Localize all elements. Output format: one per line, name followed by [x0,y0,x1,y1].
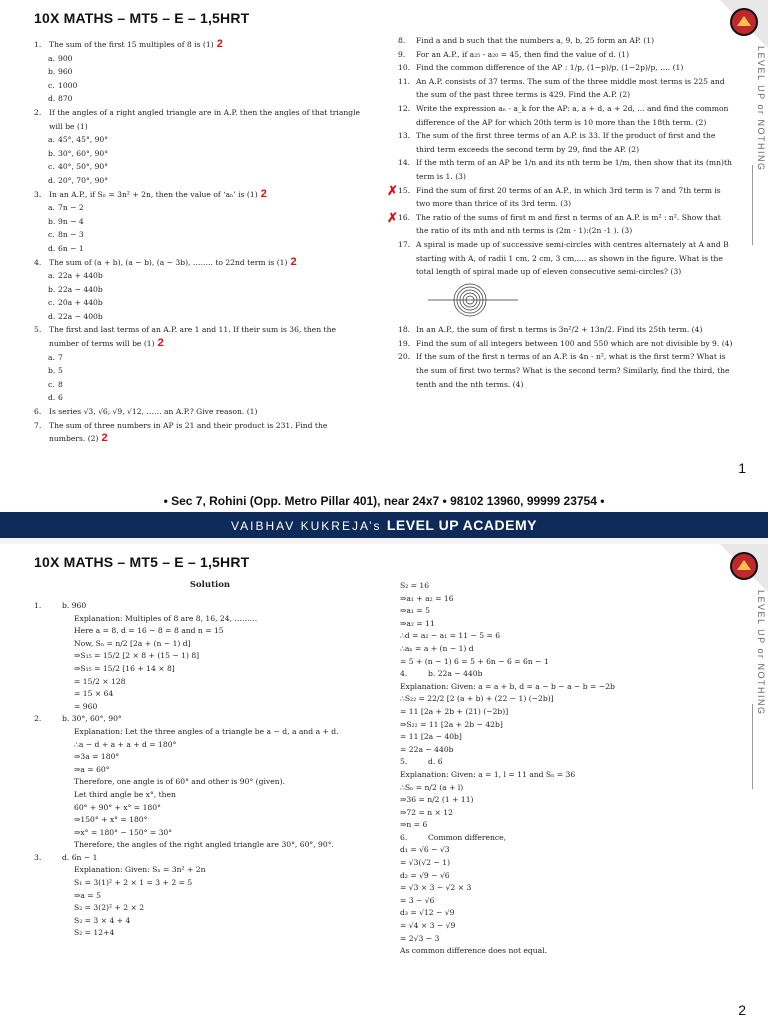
working-line: ⇒a = 60° [74,764,110,774]
option-text: 9n − 4 [58,216,84,226]
academy-logo-icon [730,8,758,36]
working-line: Therefore, one angle is of 60° and other is 90° (given). [74,777,285,787]
solution-answer [400,832,734,845]
page-title-2: 10X MATHS – MT5 – E – 1,5HRT [34,554,250,570]
question-text: In an A.P., the sum of first n terms is 3n²/2 + 13n/2. Find its 25th term. (4) [416,325,703,335]
question-number: 14. [398,158,411,168]
working-line: S₂ = 3 × 4 + 4 [74,915,131,925]
working-line: Therefore, the angles of the right angled triangle are 30°, 60°, 90°. [74,840,334,850]
option-text: 6n − 1 [58,243,84,253]
option-item [34,215,364,229]
option-letter: c. [48,230,55,240]
working-line: ∴d = a₂ − a₁ = 11 − 5 = 6 [400,631,501,641]
question-item [398,48,734,62]
side-slogan: LEVEL UP or NOTHING [756,46,766,172]
working-line: d₁ = √6 − √3 [400,845,450,855]
grade-mark: 2 [98,432,108,445]
academy-name: LEVEL UP ACADEMY [386,517,537,533]
question-number: 11. [398,76,411,86]
option-item [34,92,364,106]
option-text: 22a − 440b [58,284,103,294]
question-number: 2. [34,107,42,117]
working-line: ⇒150° + x° = 180° [74,815,148,825]
option-letter: b. [48,366,56,376]
working-line: 60° + 90° + x° = 180° [74,802,161,812]
option-item [34,391,364,405]
option-letter: d. [48,243,56,253]
working-line: S₂ = 12+4 [74,928,115,938]
explanation-line: Explanation: Given: Sₙ = 3n² + 2n [74,865,206,875]
question-text: A spiral is made up of successive semi-circles with centres alternately at A and B starting with A, of radii 1 cm, 2 cm, 3 cm,.... as shown in the figure. What is the total length of spiral made up of eleven consecutive semi-circles? (3) [416,239,729,277]
question-item [387,209,734,238]
option-text: 22a + 440b [58,271,103,281]
grade-mark: 2 [257,187,267,200]
solution-answer [400,756,734,769]
question-item [398,156,734,183]
side-divider [752,165,753,245]
cross-mark: ✗ [387,182,398,198]
working-line: = √4 × 3 − √9 [400,921,456,931]
academy-banner [0,512,768,538]
option-item [34,310,364,324]
option-text: 22a − 400b [58,311,103,321]
solution-answer [400,668,734,681]
option-item [34,147,364,161]
working-line: ⇒72 = n × 12 [400,807,453,817]
question-item [398,34,734,48]
option-letter: b. [48,216,56,226]
option-letter: d. [48,311,56,321]
option-text: 20°, 70°, 90° [58,175,109,185]
option-item [34,160,364,174]
working-line: = 22a − 440b [400,744,454,754]
option-item [34,283,364,297]
page-title: 10X MATHS – MT5 – E – 1,5HRT [34,10,250,26]
working-line: = 15 × 64 [74,689,114,699]
working-line: = √3(√2 − 1) [400,858,451,868]
grade-mark: 2 [287,255,297,268]
answer-text: d. 6 [428,757,443,767]
page-2 [0,544,768,1024]
question-item [34,188,364,202]
option-item [34,133,364,147]
working-line: ⇒a₁ = 5 [400,606,430,616]
option-text: 20a + 440b [58,298,103,308]
option-item [34,269,364,283]
working-line: = 5 + (n − 1) 6 = 5 + 6n − 6 = 6n − 1 [400,656,549,666]
working-line: S₁ = 3(1)² + 2 × 1 = 3 + 2 = 5 [74,878,193,888]
solution-number: 5. [400,757,408,767]
page-number-2: 2 [738,1002,746,1018]
explanation-line: Explanation: Multiples of 8 are 8, 16, 24, ……… [74,613,258,623]
questions-left-column [34,38,364,446]
option-text: 45°, 45°, 90° [58,135,109,145]
question-text: The first and last terms of an A.P. are 1 and 11. If their sum is 36, then the number of terms will be (1) 2 [49,325,336,350]
questions-right-column [387,34,734,391]
option-item [34,52,364,66]
solution-answer [34,600,389,613]
question-item [34,38,364,52]
question-number: 9. [398,49,406,59]
working-line: ⇒S₁₅ = 15/2 [16 + 14 × 8] [74,663,175,673]
question-item [398,238,734,279]
option-letter: b. [48,67,56,77]
question-item [34,405,364,419]
question-text: If the mth term of an AP be 1/n and its nth term be 1/m, then show that its (mn)th term is 1. (3) [416,158,732,181]
option-text: 7 [58,352,63,362]
working-line: ∴aₙ = a + (n − 1) d [400,643,474,653]
option-text: 870 [58,94,73,104]
question-item [398,337,734,351]
option-item [34,378,364,392]
working-line: As common difference does not equal. [400,946,548,956]
option-item [34,79,364,93]
page-number: 1 [738,460,746,476]
answer-text: Common difference, [428,832,507,842]
working-line: d₂ = √9 − √6 [400,870,450,880]
question-item [387,182,734,211]
question-text: Find the sum of all integers between 100 and 550 which are not divisible by 9. (4) [416,338,733,348]
question-text: Write the expression aₙ - a_k for the AP: a, a + d, a + 2d, ... and find the common difference of the AP for which 20th term is 10 more than the 18th term. (2) [416,103,729,127]
explanation-line: Explanation: Given: a = a + b, d = a − b − a − b = −2b [400,681,615,691]
side-slogan-2: LEVEL UP or NOTHING [756,590,766,716]
working-line: = 15/2 × 128 [74,676,126,686]
solution-number: 6. [400,832,408,842]
explanation-line: Explanation: Given: a = 1, l = 11 and Sₙ = 36 [400,769,576,779]
side-divider-2 [752,704,753,789]
answer-text: b. 22a − 440b [428,669,483,679]
question-text: If the sum of the first n terms of an A.P. is 4n - n², what is the first term? What is the sum of first two terms? What is the second term? Similarly, find the third, the tenth and the nth terms. (4) [416,352,730,389]
question-text: The sum of (a + b), (a − b), (a − 3b), …….. to 22nd term is (1) 2 [49,255,297,268]
option-item [34,228,364,242]
academy-logo-icon [730,552,758,580]
working-line: ⇒n = 6 [400,820,428,830]
question-text: The sum of three numbers in AP is 21 and their product is 231. Find the numbers. (2) 2 [49,420,328,445]
option-letter: a. [48,203,55,213]
working-line: ∴S₂₂ = 22/2 [2 (a + b) + (22 − 1) (−2b)] [400,694,554,704]
question-text: An A.P. consists of 37 terms. The sum of the three middle most terms is 225 and the sum of the past three terms is 429. Find the A.P. (2) [416,76,725,100]
question-text: Find the common difference of the AP : 1/p, (1−p)/p, (1−2p)/p, …. (1) [416,63,684,73]
solution-answer [34,713,389,726]
spiral-figure [428,283,518,317]
option-text: 8 [58,379,63,389]
option-letter: b. [48,148,56,158]
contact-strip: • Sec 7, Rohini (Opp. Metro Pillar 401), near 24x7 • 98102 13960, 99999 23754 • [0,490,768,512]
answer-text: b. 960 [62,601,87,610]
question-number: 18. [398,325,411,335]
academy-prefix: VAIBHAV KUKREJA’s [231,519,382,533]
working-line: Here a = 8, d = 16 − 8 = 8 and n = 15 [74,626,224,636]
question-number: 4. [34,257,42,267]
solution-number: 2. [34,714,42,724]
question-item [398,323,734,337]
question-text: The ratio of the sums of first m and first n terms of an A.P. is m² : n². Show that the ratio of its mth and nth terms is (2m - 1):(2n -1 ). (3) [416,212,721,236]
question-item [398,75,734,102]
working-line: ⇒a₁ + a₂ = 16 [400,593,454,603]
option-letter: b. [48,284,56,294]
question-number: 19. [398,338,411,348]
question-text: For an A.P., if a₂₅ - a₂₀ = 45, then find the value of d. (1) [416,49,630,59]
option-letter: d. [48,94,56,104]
question-number: 7. [34,420,42,430]
option-text: 900 [58,53,73,63]
working-line: = 960 [74,701,98,711]
question-item [398,350,734,391]
question-number: 17. [398,239,411,249]
option-item [34,65,364,79]
question-text: Find the sum of first 20 terms of an A.P., in which 3rd term is 7 and 7th term is two more than thrice of its 3rd term. (3) [416,185,721,209]
question-text: Find a and b such that the numbers a, 9, b, 25 form an AP. (1) [416,36,655,45]
working-line: Now, Sₙ = n/2 [2a + (n − 1) d] [74,638,191,648]
question-item [34,323,364,350]
question-number: 1. [34,40,42,49]
grade-mark: 2 [154,337,164,350]
question-number: 5. [34,325,42,335]
question-number: 8. [398,36,406,45]
option-text: 6 [58,393,63,403]
question-text: The sum of the first 15 multiples of 8 is (1) 2 [49,38,223,50]
question-item [398,61,734,75]
solutions-left-column [34,600,389,940]
working-line: ∴a − d + a + a + d = 180° [74,739,177,749]
working-line: Let third angle be x°, then [74,789,176,799]
option-text: 5 [58,366,63,376]
option-item [34,364,364,378]
question-number: 10. [398,63,411,73]
option-item [34,201,364,215]
option-item [34,174,364,188]
cross-mark: ✗ [387,209,398,225]
option-letter: a. [48,352,55,362]
question-item [398,129,734,156]
working-line: ⇒a₂ = 11 [400,618,435,628]
option-letter: a. [48,53,55,63]
question-number: 13. [398,131,411,141]
page-1 [0,0,768,490]
option-letter: c. [48,298,55,308]
question-number: 15. [398,185,411,195]
question-item [34,419,364,446]
question-text: Is series √3, √6, √9, √12, …… an A.P.? Give reason. (1) [49,407,258,417]
option-text: 8n − 3 [58,230,84,240]
grade-mark: 2 [213,38,223,50]
option-letter: d. [48,175,56,185]
answer-text: d. 6n − 1 [62,852,98,862]
question-number: 16. [398,212,411,222]
option-letter: a. [48,271,55,281]
working-line: ⇒36 = n/2 (1 + 11) [400,795,474,805]
working-line: S₂ = 3(2)² + 2 × 2 [74,903,145,913]
question-number: 3. [34,189,42,199]
working-line: = 2√3 − 3 [400,933,440,943]
option-letter: d. [48,393,56,403]
working-line: ⇒3a = 180° [74,752,120,762]
option-letter: a. [48,135,55,145]
option-text: 960 [58,67,73,77]
solutions-right-column [400,580,734,958]
solution-number: 1. [34,601,42,610]
solution-number: 3. [34,852,42,862]
working-line: d₃ = √12 − √9 [400,908,455,918]
question-number: 6. [34,407,42,417]
solution-heading: Solution [189,580,231,590]
working-line: = 3 − √6 [400,895,435,905]
question-item [398,102,734,129]
solution-answer [34,852,389,865]
option-letter: c. [48,379,55,389]
working-line: = 11 [2a − 40b] [400,732,462,742]
working-line: ⇒S₁₅ = 15/2 [2 × 8 + (15 − 1) 8] [74,651,200,661]
question-number: 20. [398,352,411,362]
explanation-line: Explanation: Let the three angles of a triangle be a − d, a and a + d. [74,726,339,736]
option-text: 7n − 2 [58,203,84,213]
question-text: In an A.P., if Sₙ = 3n² + 2n, then the value of ‘aₙ’ is (1) 2 [49,187,267,200]
option-text: 1000 [58,80,78,90]
working-line: ⇒a = 5 [74,890,101,900]
working-line: ⇒x° = 180° − 150° = 30° [74,827,173,837]
working-line: ∴Sₙ = n/2 (a + l) [400,782,464,792]
option-item [34,242,364,256]
question-text: The sum of the first three terms of an A.P. is 33. If the product of first and the third term exceeds the second term by 29, find the AP. (2) [416,131,716,154]
working-line: = 11 [2a + 2b + (21) (−2b)] [400,706,509,716]
option-letter: c. [48,162,55,172]
working-line: ⇒S₂₂ = 11 [2a + 2b − 42b] [400,719,503,729]
option-text: 30°, 60°, 90° [58,148,109,158]
option-text: 40°, 50°, 90° [58,162,109,172]
option-item [34,351,364,365]
answer-text: b. 30°, 60°, 90° [62,714,122,724]
working-line: S₂ = 16 [400,581,430,590]
question-text: If the angles of a right angled triangle are in A.P. then the angles of that triangle will be (1) [49,107,361,131]
question-number: 12. [398,103,411,113]
question-item [34,106,364,133]
option-item [34,296,364,310]
working-line: = √3 × 3 − √2 × 3 [400,883,472,893]
question-item [34,256,364,270]
option-letter: c. [48,80,55,90]
solution-number: 4. [400,669,408,679]
